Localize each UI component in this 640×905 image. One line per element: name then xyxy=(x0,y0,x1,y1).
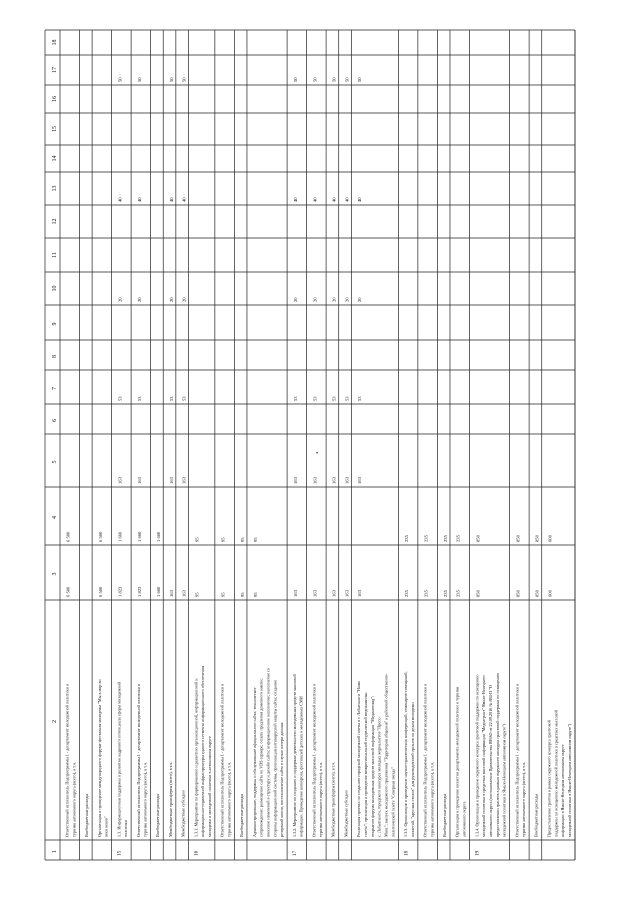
cell-value: 235 xyxy=(423,535,429,542)
row-description: молодежи и молодежной политики в автономном округе xyxy=(206,736,212,837)
cell-value: 53 xyxy=(168,396,174,401)
row-description: Внебюджетные расходы xyxy=(533,793,539,837)
cell-value: 95 xyxy=(194,592,200,597)
row-description: туризма автономного округа (всего), в т.ч. xyxy=(429,762,435,837)
column-header: 9 xyxy=(52,322,58,326)
row-description: молодежной политики в Ямало-Ненецком автономном округе") xyxy=(501,723,507,837)
cell-value: 53 xyxy=(357,396,363,401)
row-description: туризма автономного округа (всего), в т.ч. xyxy=(226,762,232,837)
cell-value: 40 xyxy=(357,197,363,202)
column-header: 5 xyxy=(52,460,58,464)
cell-value: 40 xyxy=(331,197,337,202)
cell-value: 6 500 xyxy=(97,586,103,597)
cell-value: 235 xyxy=(455,590,461,597)
column-header: 18 xyxy=(52,39,58,46)
cell-value: 163 xyxy=(181,590,187,597)
row-description: туризма автономного округа (всего), в т.ч. xyxy=(521,762,527,837)
cell-value: 95 xyxy=(194,537,200,542)
cell-value: 20 xyxy=(292,297,298,302)
row-description: политики xyxy=(123,820,129,837)
cell-value: 50 xyxy=(181,77,187,82)
cell-value: 235 xyxy=(423,590,429,597)
cell-value: 95 xyxy=(252,592,258,597)
cell-value: 50 xyxy=(357,77,363,82)
row-description: Предоставление грантов в рамках окружного конкурса грантовой xyxy=(546,720,552,837)
row-description: Организация и проведение международного форума-фестиваля молодежи "Мы в мир во xyxy=(96,679,102,837)
row-description: Межбюджетные субсидии xyxy=(343,790,349,837)
cell-value: 235 xyxy=(455,535,461,542)
cell-value: 1 660 xyxy=(156,586,162,597)
row-description: веки веков" xyxy=(103,816,109,837)
row-description: Ответственный исполнитель Подпрограммы 1 - департамент молодежной политики и xyxy=(219,683,225,837)
cell-value: 20 xyxy=(181,297,187,302)
cell-value: 163 xyxy=(136,477,142,484)
row-description: 1.3.4. Организация и проведение окружного конкурса грантовой поддержки по освещению xyxy=(474,674,480,837)
cell-value: 40 xyxy=(292,197,298,202)
cell-value: 20 xyxy=(136,297,142,302)
row-description: 1.3. Информационная поддержка в развитии кадрового потенциала сферы молодежной xyxy=(116,681,122,837)
cell-value: 6 500 xyxy=(97,531,103,542)
cell-value: 40 xyxy=(117,197,123,202)
row-description: молодежной политики в Ямало-Ненецком автономном округе") xyxy=(567,723,572,837)
cell-value: 53 xyxy=(117,396,123,401)
row-description: Микс"; выпуск молодежного приложения "Территория общения" к районной общественно- xyxy=(383,673,389,837)
cell-value: 20 xyxy=(331,297,337,302)
cell-value: 850 xyxy=(534,535,540,542)
cell-value: 1 660 xyxy=(117,531,123,542)
column-header: 14 xyxy=(52,155,58,162)
section-number: 17 xyxy=(292,850,299,856)
row-description: туризма автономного округа (всего), в т.ч. xyxy=(142,762,148,837)
row-description: Межбюджетные трансферты (всего), в т.ч. xyxy=(330,761,336,837)
cell-value: 53 xyxy=(292,396,298,401)
cell-value: 40 xyxy=(168,197,174,202)
cell-value: 163 xyxy=(292,590,298,597)
cell-value: 95 xyxy=(239,537,245,542)
cell-value: 235 xyxy=(442,535,448,542)
row-description: Межбюджетные субсидии xyxy=(180,790,186,837)
cell-value: 600 xyxy=(547,590,553,597)
row-description: Ответственный исполнитель Подпрограммы 1 - департамент молодежной политики и xyxy=(422,683,428,837)
stray-mark: • xyxy=(316,451,319,457)
column-header: 13 xyxy=(52,185,58,192)
cell-value: 850 xyxy=(515,535,521,542)
row-description: Ответственный исполнитель Подпрограммы 1 - департамент молодежной политики и xyxy=(135,683,141,837)
row-description: автономного округа (постановление Правительства ЯНАО от 22.09.2016 № 884-П "О xyxy=(487,685,493,837)
row-description: открытого форума молодежных средств массовой информации "Медиавзгляд"; xyxy=(369,695,375,837)
row-description: Внебюджетные расходы xyxy=(84,793,90,837)
row-description: Ответственный исполнитель Подпрограммы 1 - департамент молодежной политики и xyxy=(514,683,520,837)
cell-value: 53 xyxy=(136,396,142,401)
row-description: информации. Проведение конкурсов, фестивалей детских и молодежных СМИ xyxy=(298,696,304,837)
column-header: 4 xyxy=(52,516,58,519)
row-description: 1.3.3. Организация и проведение научно-практических конференций, семинаров-совещаний, xyxy=(403,671,409,837)
row-description: Внебюджетные расходы xyxy=(238,793,244,837)
cell-value: 163 xyxy=(357,590,363,597)
row-description: туризма автономного округа (всего), в т.ч. xyxy=(71,762,77,837)
column-header: 1 xyxy=(52,850,58,853)
cell-value: 50 xyxy=(292,77,298,82)
column-header: 3 xyxy=(52,572,58,576)
cell-value: 163 xyxy=(331,590,337,597)
cell-value: 163 xyxy=(344,477,350,484)
column-header: 8 xyxy=(52,355,58,358)
column-header: 10 xyxy=(52,285,58,292)
cell-value: 1 660 xyxy=(156,531,162,542)
cell-value: 50 xyxy=(331,77,337,82)
row-description: политической газете "Северная звезда" xyxy=(390,767,396,837)
column-header: 17 xyxy=(52,67,58,73)
row-description: молодежной политики в средствах массовой информации "Медиагрант" Ямало-Ненецкого xyxy=(481,675,487,837)
cell-value: 53 xyxy=(181,396,187,401)
cell-value: 163 xyxy=(168,590,174,597)
cell-value: 1 823 xyxy=(136,586,142,597)
cell-value: 850 xyxy=(475,535,481,542)
cell-value: 20 xyxy=(344,297,350,302)
cell-value: 163 xyxy=(312,477,318,484)
cell-value: 163 xyxy=(181,477,187,484)
row-description: информационно-справочной инфраструктуры единого сегмента информационного обеспечения xyxy=(200,665,206,837)
cell-value: 20 xyxy=(312,297,318,302)
cell-value: 53 xyxy=(312,396,318,401)
budget-table xyxy=(45,30,575,860)
row-description: туризма автономного округа (всего), в т.ч. xyxy=(318,762,324,837)
cell-value: 95 xyxy=(239,592,245,597)
row-description: 1.3.1. Мероприятие по формированию и развитию организационной, информационной и xyxy=(193,678,199,837)
cell-value: 163 xyxy=(292,477,298,484)
row-description: предоставлении грантов в рамках окружного конкурса грантовой поддержки по освещению xyxy=(494,672,500,837)
cell-value: 600 xyxy=(547,535,553,542)
column-header: 7 xyxy=(52,387,58,390)
cell-value: 163 xyxy=(312,590,318,597)
cell-value: 235 xyxy=(404,535,410,542)
cell-value: 1 823 xyxy=(117,586,123,597)
row-description: Межбюджетные трансферты (всего), в т.ч. xyxy=(167,761,173,837)
cell-value: 1 660 xyxy=(136,531,142,542)
cell-value: 235 xyxy=(404,590,410,597)
row-description: поддержки по освещению молодежной политики в средствах массовой xyxy=(553,710,559,837)
row-description: информации в Ямало-Ненецком автономном округе xyxy=(560,744,566,837)
column-header: 6 xyxy=(52,419,58,422)
cell-value: 850 xyxy=(475,590,481,597)
cell-value: 163 xyxy=(168,477,174,484)
cell-value: 53 xyxy=(344,396,350,401)
row-description: с. Лабытнанги, городского конкурса молодых журналистов "Пресс- xyxy=(376,716,382,837)
cell-value: 6 500 xyxy=(65,531,71,542)
cell-value: 20 xyxy=(117,297,123,302)
row-description: сопровождение; размещение сайта на VDS сервере; оплата продления доменного имени; xyxy=(258,678,264,837)
row-description: коллегий, "круглых столов" для руководителей органов по делам молодежи xyxy=(409,702,415,837)
section-number: 18 xyxy=(403,850,410,856)
column-header: 16 xyxy=(52,96,58,102)
cell-value: 40 xyxy=(344,197,350,202)
cell-value: 50 xyxy=(312,77,318,82)
row-description: Ответственный исполнитель Подпрограммы 1 - департамент молодежной политики и xyxy=(311,683,317,837)
cell-value: 95 xyxy=(252,537,258,542)
cell-value: 95 xyxy=(220,537,226,542)
cell-value: 163 xyxy=(357,477,363,484)
column-header: 2 xyxy=(52,720,58,723)
cell-value: 163 xyxy=(117,477,123,484)
column-header: 12 xyxy=(52,218,58,225)
row-description: Ответственный исполнитель Подпрограммы 1 - департамент молодежной политики и xyxy=(64,683,70,837)
cell-value: 163 xyxy=(344,590,350,597)
row-description: 1.3.2. Мероприятие по созданию и поддержке деятельности молодежных средств массовой xyxy=(291,674,297,837)
cell-value: 53 xyxy=(331,396,337,401)
cell-value: 20 xyxy=(357,297,363,302)
row-description: стороны информационной системы, организация антивирусной защиты сайта; создание xyxy=(272,679,278,837)
cell-value: 850 xyxy=(515,590,521,597)
cell-value: 40 xyxy=(181,197,187,202)
cell-value: 6 500 xyxy=(65,586,71,597)
row-description: Внебюджетные расходы xyxy=(441,793,447,837)
cell-value: 95 xyxy=(220,592,226,597)
cell-value: 40 xyxy=(136,197,142,202)
row-description: внесение изменений в структуру и дизайн сайта; информационное наполнение; наполнение со xyxy=(265,668,271,837)
cell-value: 50 xyxy=(136,77,142,82)
row-description: резервной копии, восстановление сайта в случае потери данных xyxy=(279,722,285,837)
row-description: газета"; организация и проведение межрегиональной студенческой медиашколы; xyxy=(363,692,369,837)
section-number: 15 xyxy=(116,850,123,856)
row-description: Администрирование, поддержка и обслуживание официального сайта; техническое xyxy=(251,687,257,837)
cell-value: 850 xyxy=(534,590,540,597)
section-number: 16 xyxy=(193,850,200,856)
row-description: автономного округа xyxy=(461,801,467,837)
row-description: Организация и проведение коллегии департамента молодежной политики и туризма xyxy=(454,686,460,837)
column-header: 15 xyxy=(52,126,58,132)
cell-value: 50 xyxy=(168,77,174,82)
cell-value: 50 xyxy=(117,77,123,82)
section-number: 19 xyxy=(474,850,481,856)
cell-value: 163 xyxy=(331,477,337,484)
cell-value: 20 xyxy=(168,297,174,302)
row-description: Внебюджетные расходы xyxy=(155,793,161,837)
column-header: 11 xyxy=(52,252,58,258)
cell-value: 40 xyxy=(312,197,318,202)
cell-value: 235 xyxy=(442,590,448,597)
cell-value: 50 xyxy=(344,77,350,82)
row-description: Реализация проекта по созданию городской молодежной газеты в г. Лабытнанги "Наша xyxy=(356,681,362,837)
